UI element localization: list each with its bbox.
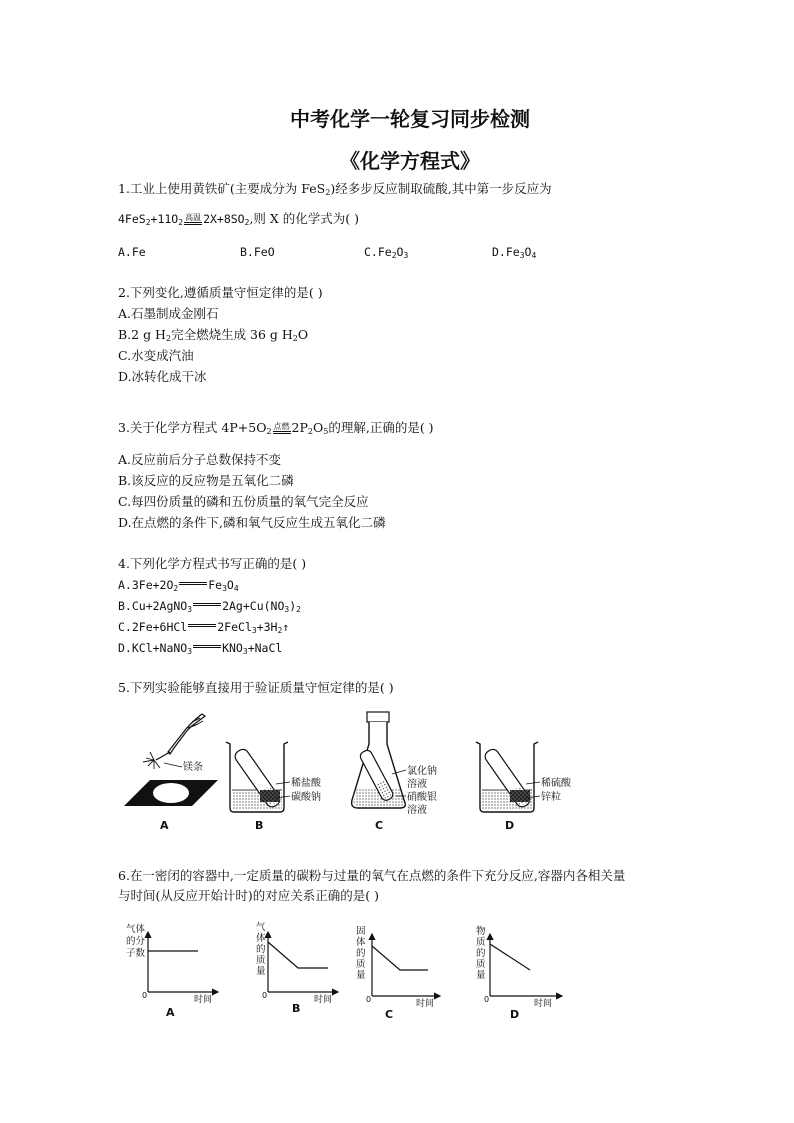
svg-text:气: 气 [256, 922, 266, 933]
q2-option-a[interactable]: A.石墨制成金刚石 [118, 306, 219, 321]
svg-text:溶液: 溶液 [407, 779, 427, 790]
svg-text:质: 质 [476, 937, 486, 948]
q2-option-c[interactable]: C.水变成汽油 [118, 348, 194, 363]
svg-text:体: 体 [256, 933, 266, 944]
svg-text:物: 物 [476, 926, 486, 937]
svg-text:时间: 时间 [416, 999, 435, 1009]
q1-equation: $4FeS_2+11O_2$高温 $2X+8SO_2$,则 X 的化学式为( ) [118, 211, 359, 227]
q3-stem: 3.关于化学方程式 $4P+5O_2$点燃 $2P_2O_5$的理解,正确的是( ) [118, 420, 434, 436]
svg-text:时间: 时间 [314, 995, 333, 1005]
q1-option-a[interactable]: A.Fe [118, 245, 146, 259]
q4-option-d[interactable]: D.KCl+NaNO$_3$ $KNO_3+NaCl$ [118, 641, 283, 656]
svg-text:质: 质 [356, 959, 366, 970]
page-title: 中考化学一轮复习同步检测 [290, 107, 530, 131]
svg-text:质: 质 [256, 955, 266, 966]
figure-d-beaker [476, 742, 572, 832]
svg-text:固: 固 [356, 926, 366, 937]
q2-option-b[interactable]: B.2 g $H_2$完全燃烧生成 36 g $H_2O$ [118, 327, 309, 343]
graph-a [126, 923, 218, 1019]
figure-a-tag: 镁条 [183, 762, 203, 773]
q5-figures [110, 708, 610, 833]
q4-option-b[interactable]: B.Cu+2AgNO$_3$ $2Ag+Cu(NO_3)_2$ [118, 599, 301, 614]
svg-text:0: 0 [262, 991, 268, 1000]
q5-stem: 5.下列实验能够直接用于验证质量守恒定律的是( ) [118, 680, 394, 695]
graph-a-label: A [166, 1006, 175, 1019]
graph-d-label: D [510, 1008, 520, 1021]
q4-stem: 4.下列化学方程式书写正确的是( ) [118, 556, 307, 571]
reaction-condition: 高温 [184, 213, 202, 225]
svg-text:的分: 的分 [126, 936, 146, 947]
svg-text:的: 的 [256, 944, 266, 955]
q4-option-c[interactable]: C.2Fe+6HCl $2FeCl_3+3H_2↑$ [118, 620, 290, 635]
graph-b-label: B [292, 1002, 301, 1015]
figure-c-label: C [375, 819, 384, 832]
svg-text:锌粒: 锌粒 [541, 792, 561, 803]
q3-option-b[interactable]: B.该反应的反应物是五氧化二磷 [118, 473, 294, 488]
svg-text:的: 的 [476, 948, 486, 959]
svg-text:时间: 时间 [194, 995, 213, 1005]
q3-option-a[interactable]: A.反应前后分子总数保持不变 [118, 452, 282, 467]
graph-d [476, 925, 562, 1021]
svg-text:稀盐酸: 稀盐酸 [291, 778, 321, 789]
svg-text:0: 0 [142, 991, 148, 1000]
q1-stem: 1.工业上使用黄铁矿(主要成分为 FeS$_2$)经多步反应制取硫酸,其中第一步反应为 [118, 181, 552, 197]
q1-option-d[interactable]: $D.Fe_3O_4$ [492, 245, 537, 260]
q1-option-c[interactable]: $C.Fe_2O_3$ [364, 245, 409, 260]
svg-text:碳酸钠: 碳酸钠 [291, 792, 321, 803]
svg-text:稀硫酸: 稀硫酸 [541, 778, 571, 789]
figure-b-beaker [226, 742, 322, 832]
svg-text:量: 量 [256, 966, 266, 977]
svg-text:0: 0 [366, 995, 372, 1004]
figure-d-label: D [505, 819, 515, 832]
q2-stem: 2.下列变化,遵循质量守恒定律的是( ) [118, 285, 323, 300]
svg-text:溶液: 溶液 [407, 805, 427, 816]
graph-b [256, 921, 338, 1015]
svg-text:氯化钠: 氯化钠 [407, 766, 437, 777]
figure-a-magnesium-burning [124, 714, 218, 832]
svg-text:量: 量 [476, 970, 486, 981]
q4-option-a[interactable]: $A.3Fe+2O_2$ $Fe_3O_4$ [118, 578, 239, 593]
q6-stem-line1: 6.在一密闭的容器中,一定质量的碳粉与过量的氧气在点燃的条件下充分反应,容器内各相关量 [118, 868, 626, 883]
svg-text:0: 0 [484, 995, 490, 1004]
svg-text:量: 量 [356, 970, 366, 981]
svg-text:气体: 气体 [126, 924, 146, 935]
q3-option-c[interactable]: C.每四份质量的磷和五份质量的氧气完全反应 [118, 494, 369, 509]
q1-option-b[interactable]: B.FeO [240, 245, 275, 259]
q3-option-d[interactable]: D.在点燃的条件下,磷和氧气反应生成五氧化二磷 [118, 515, 386, 530]
figure-a-label: A [160, 819, 169, 832]
page-subtitle: 《化学方程式》 [340, 149, 480, 173]
q6-stem-line2: 与时间(从反应开始计时)的对应关系正确的是( ) [118, 888, 379, 903]
graph-c-label: C [385, 1008, 394, 1021]
svg-text:时间: 时间 [534, 999, 553, 1009]
svg-text:硝酸银: 硝酸银 [407, 792, 437, 803]
q2-option-d[interactable]: D.冰转化成干冰 [118, 369, 207, 384]
figure-b-label: B [255, 819, 264, 832]
svg-text:的: 的 [356, 948, 366, 959]
svg-text:体: 体 [356, 937, 366, 948]
graph-c [356, 926, 440, 1021]
reaction-condition: 点燃 [273, 422, 291, 434]
figure-c-flask [352, 712, 437, 832]
svg-text:子数: 子数 [126, 948, 146, 959]
q6-graphs [110, 918, 590, 1028]
svg-text:质: 质 [476, 959, 486, 970]
